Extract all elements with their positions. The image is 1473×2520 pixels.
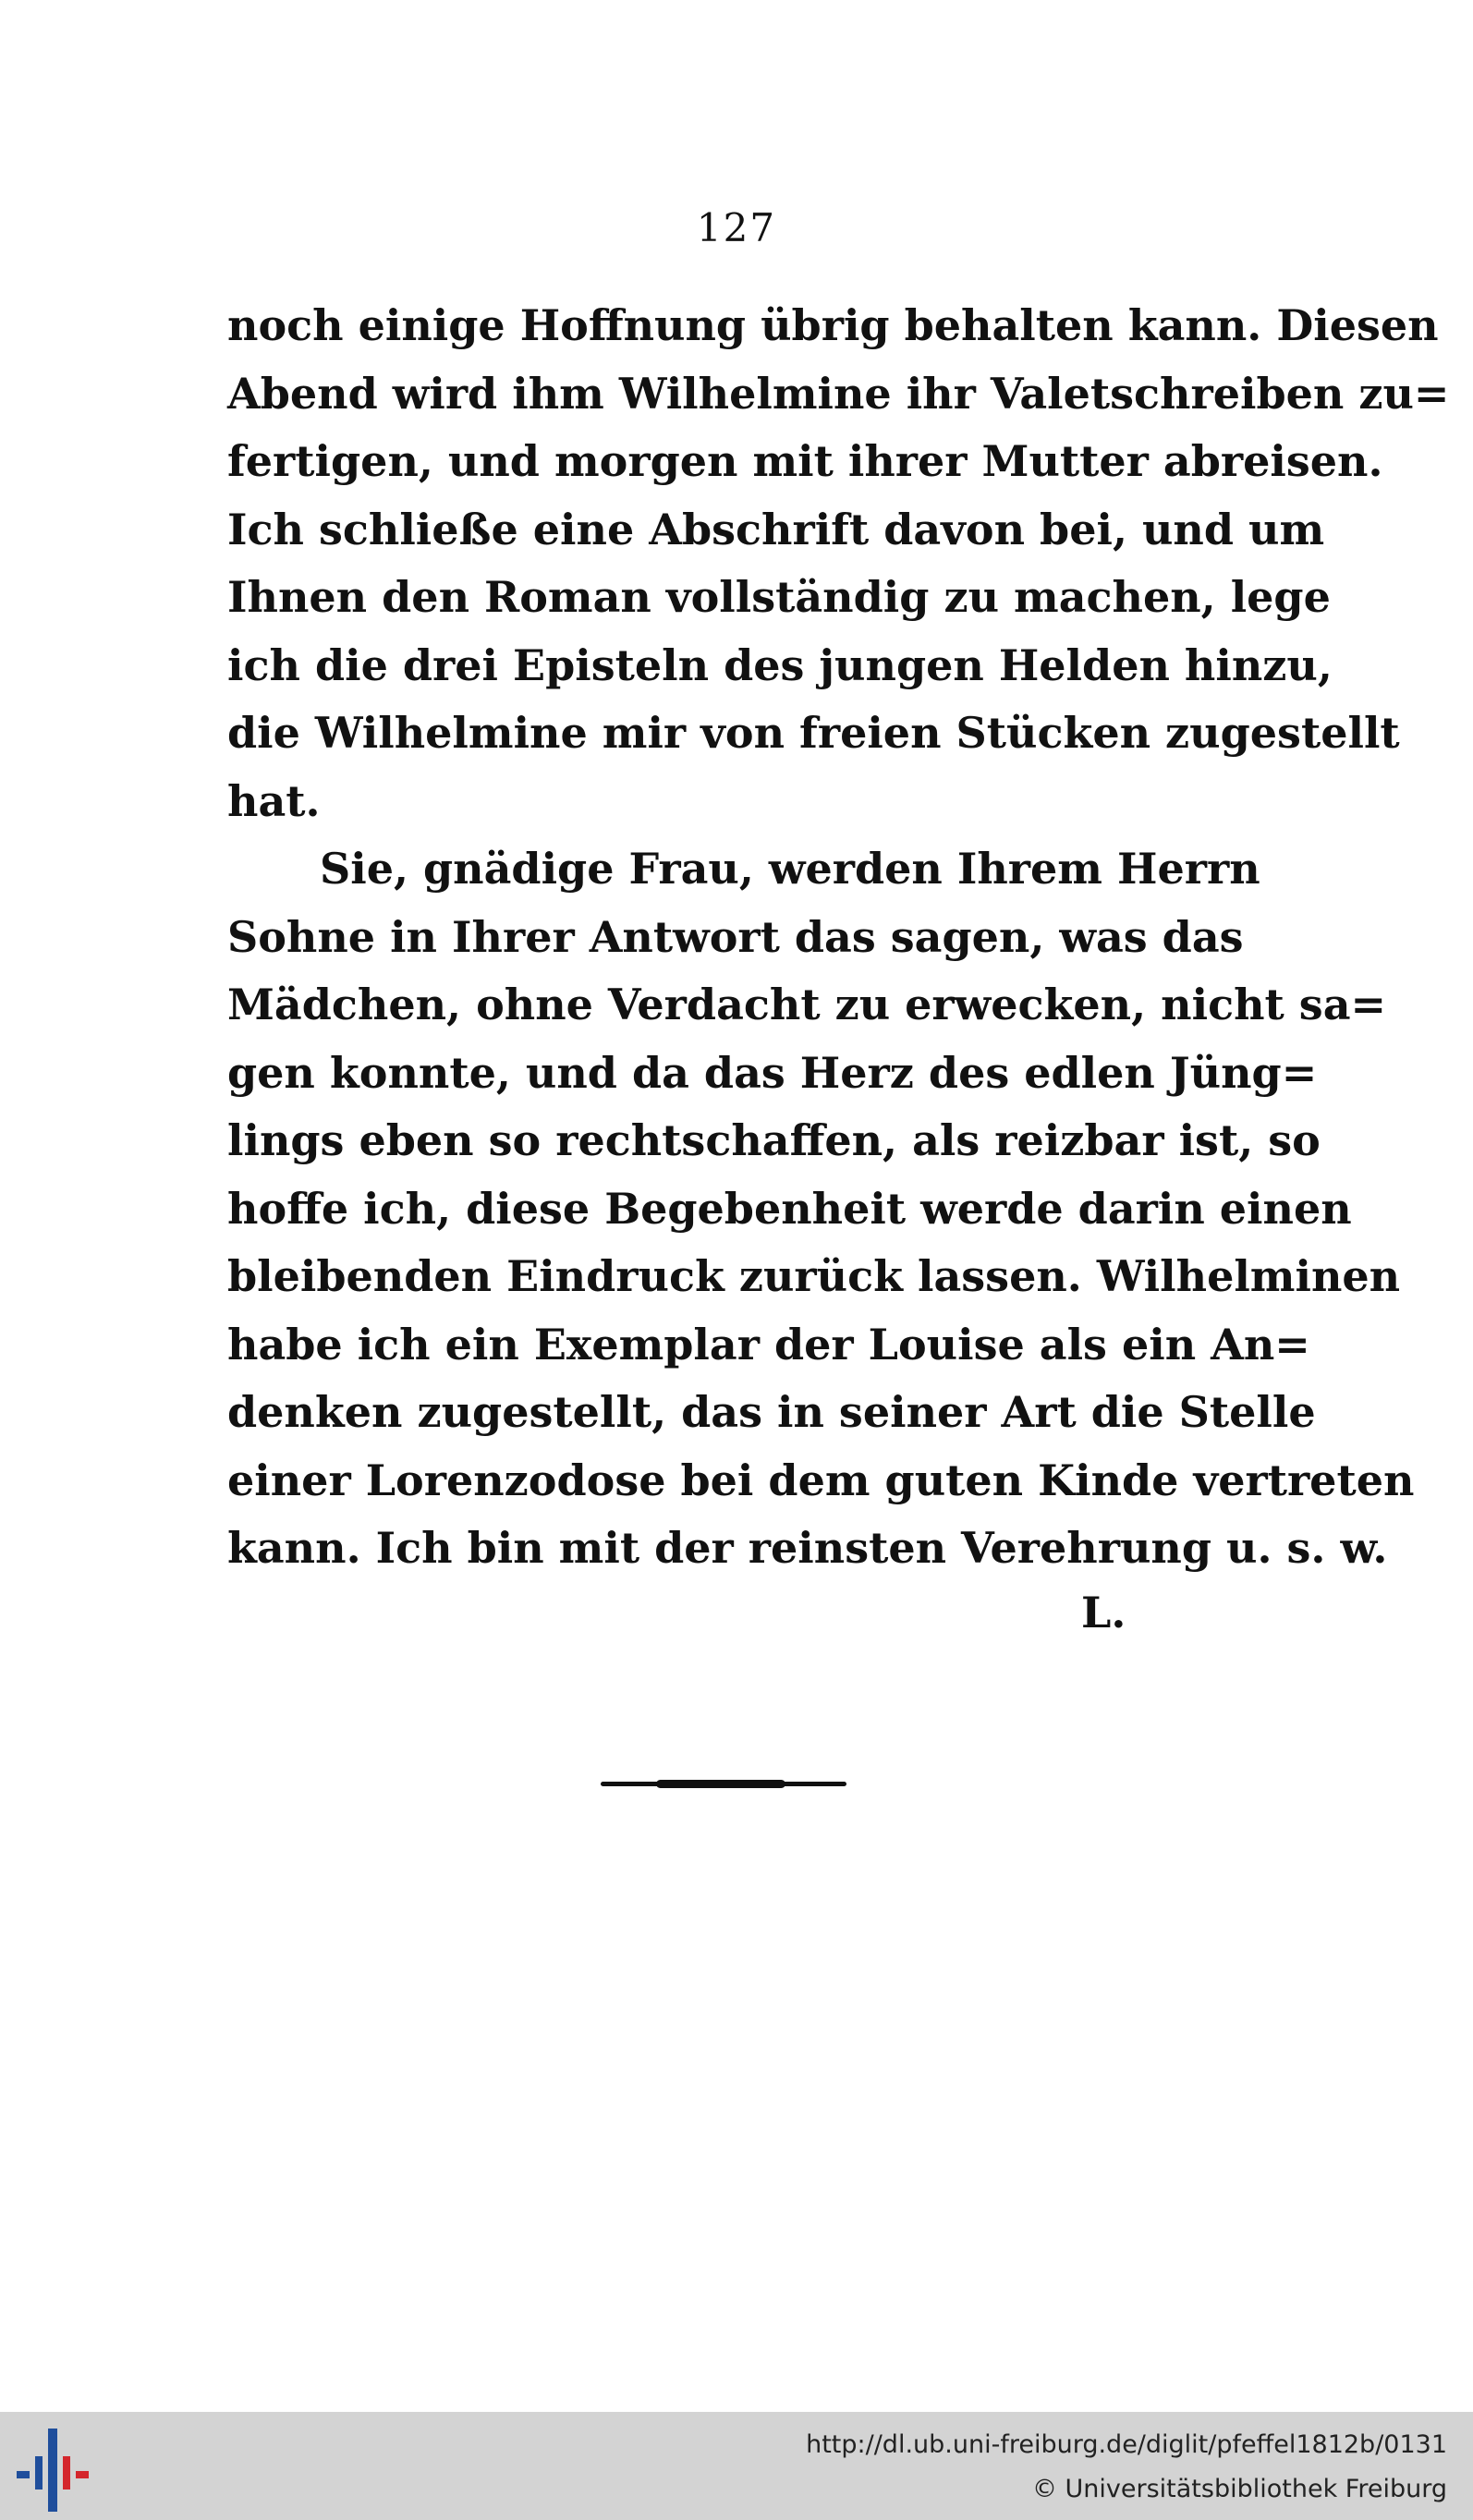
text-line: die Wilhelmine mir von freien Stücken zugestellt (227, 708, 1400, 758)
text-line: fertigen, und morgen mit ihrer Mutter abreisen. (227, 436, 1383, 486)
text-line: kann. Ich bin mit der reinsten Verehrung u. s. w. (227, 1523, 1388, 1573)
end-rule-divider (601, 1782, 846, 1786)
text-line: ich die drei Episteln des jungen Helden hinzu, (227, 639, 1333, 690)
text-line: hoffe ich, diese Begebenheit werde darin einen (227, 1183, 1352, 1234)
permalink-url[interactable]: http://dl.ub.uni-freiburg.de/diglit/pfeffel1812b/0131 (806, 2430, 1447, 2459)
text-line: denken zugestellt, das in seiner Art die Stelle (227, 1387, 1316, 1437)
copyright-notice: © Universitätsbibliothek Freiburg (1031, 2475, 1447, 2503)
text-line: Ihnen den Roman vollständig zu machen, lege (227, 572, 1331, 622)
text-line: habe ich ein Exemplar der Louise als ein An= (227, 1319, 1310, 1370)
text-line: lings eben so rechtschaffen, als reizbar ist, so (227, 1115, 1321, 1165)
ub-freiburg-logo-icon (17, 2429, 100, 2512)
text-line: Mädchen, ohne Verdacht zu erwecken, nicht sa= (227, 980, 1387, 1029)
text-line: Abend wird ihm Wilhelmine ihr Valetschreiben zu= (227, 368, 1450, 419)
signature: L. (1081, 1588, 1126, 1637)
page-number: 127 (696, 205, 777, 250)
body-text (227, 292, 1450, 1583)
text-line: Ich schließe eine Abschrift davon bei, und um (227, 504, 1325, 554)
text-line: Sohne in Ihrer Antwort das sagen, was das (227, 911, 1244, 962)
text-line: Sie, gnädige Frau, werden Ihrem Herrn (320, 844, 1260, 894)
footer-bar (0, 2412, 1473, 2520)
text-line: gen konnte, und da das Herz des edlen Jüng= (227, 1047, 1318, 1098)
text-line: hat. (227, 775, 321, 826)
text-line: noch einige Hoffnung übrig behalten kann. Diesen (227, 300, 1439, 350)
text-line: einer Lorenzodose bei dem guten Kinde vertreten (227, 1455, 1415, 1505)
text-line: bleibenden Eindruck zurück lassen. Wilhelminen (227, 1251, 1401, 1301)
